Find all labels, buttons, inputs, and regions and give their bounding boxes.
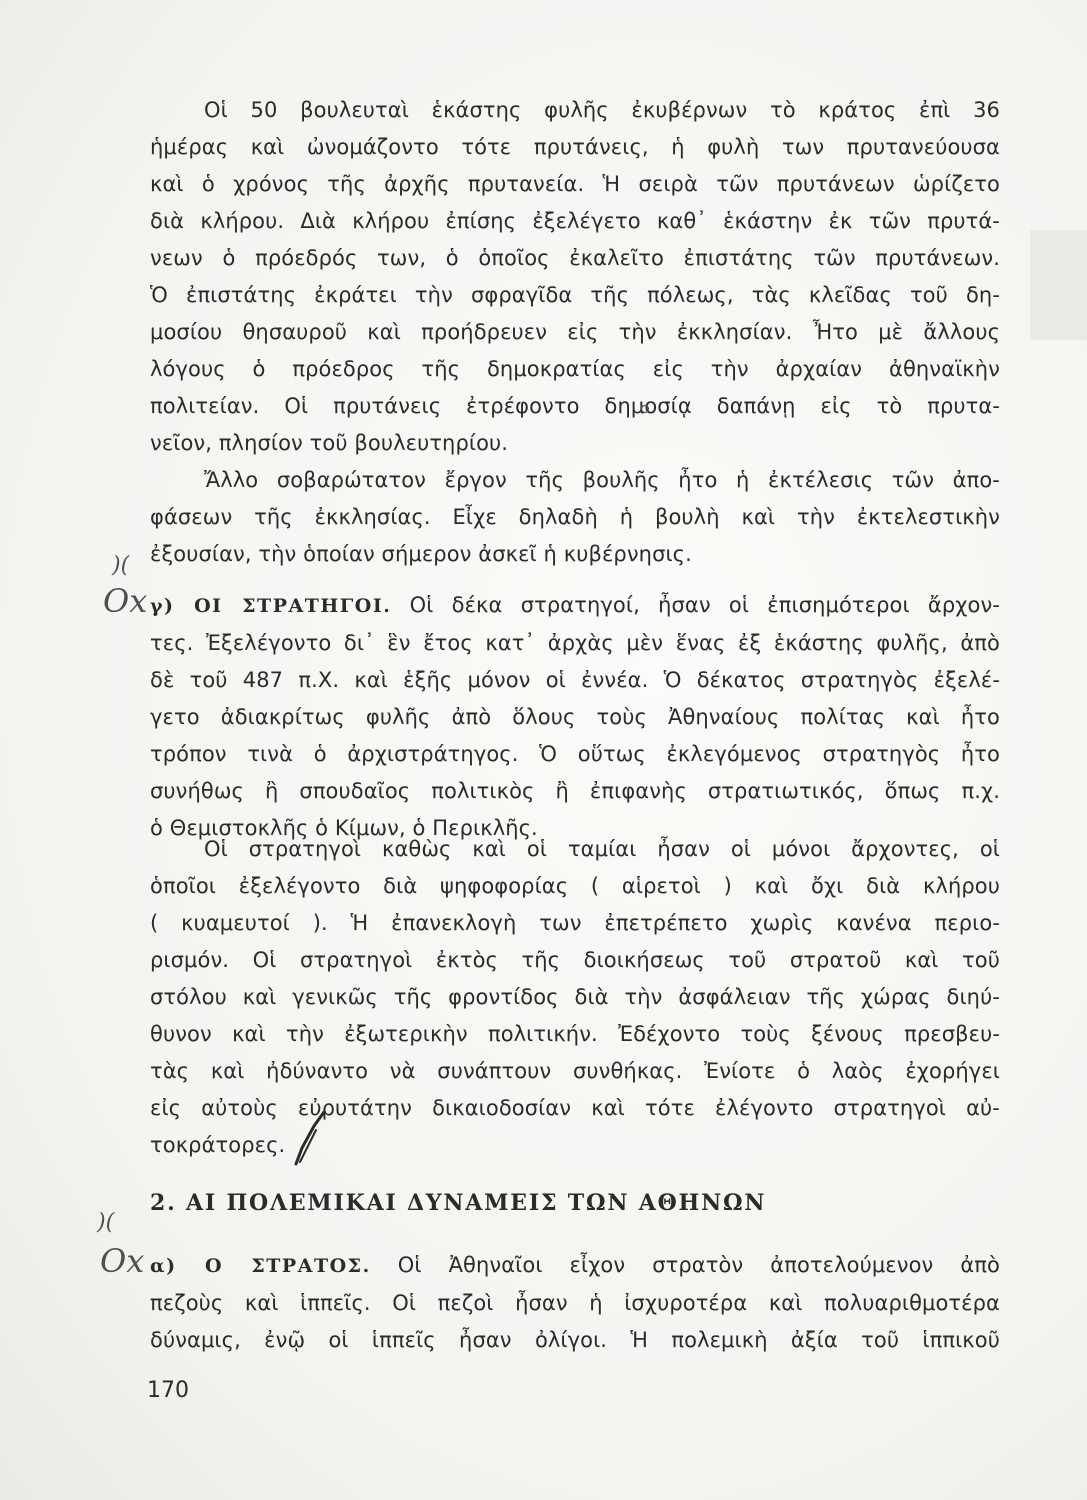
text-line: ὁποῖοι ἐξελέγοντο διὰ ψηφοφορίας ( αἱρετοὶ ) καὶ ὄχι διὰ κλήρου	[150, 874, 1000, 898]
text-line: δύναμις, ἐνῷ οἱ ἱππεῖς ἦσαν ὀλίγοι. Ἡ πολεμικὴ ἀξία τοῦ ἱππικοῦ	[150, 1328, 1000, 1352]
pen-slash-mark	[290, 1108, 330, 1168]
text-line: Ὁ ἐπιστάτης ἐκράτει τὴν σφραγῖδα τῆς πόλεως, τὰς κλεῖδας τοῦ δη-	[150, 283, 1000, 307]
text-line: μοσίου θησαυροῦ καὶ προήδρευεν εἰς τὴν ἐκκλησίαν. Ἦτο μὲ ἄλλους	[150, 320, 1000, 344]
text-line: Ἄλλο σοβαρώτατον ἔργον τῆς βουλῆς ἦτο ἡ ἐκτέλεσις τῶν ἀπο-	[204, 468, 1000, 492]
text-line: ( κυαμευτοί ). Ἡ ἐπανεκλογὴ των ἐπετρέπετο χωρὶς κανένα περιο-	[150, 911, 1000, 935]
text-line: θυνον καὶ τὴν ἐξωτερικὴν πολιτικήν. Ἐδέχοντο τοὺς ξένους πρεσβευ-	[150, 1022, 1000, 1046]
text-fragment: Οἱ Ἀθηναῖοι εἶχον στρατὸν ἀποτελούμενον ἀπὸ	[397, 1253, 1000, 1277]
text-line: Οἱ στρατηγοὶ καθὼς καὶ οἱ ταμίαι ἦσαν οἱ μόνοι ἄρχοντες, οἱ	[204, 837, 1000, 861]
page-number: 170	[147, 1378, 189, 1403]
paragraph-execution	[150, 462, 1000, 573]
text-line: τες. Ἐξελέγοντο δι᾽ ἓν ἔτος κατ᾽ ἀρχὰς μὲν ἕνας ἐξ ἑκάστης φυλῆς, ἀπὸ	[150, 631, 1000, 655]
handwritten-mark-top: )(	[112, 553, 130, 578]
text-line: πεζοὺς καὶ ἱππεῖς. Οἱ πεζοὶ ἦσαν ἡ ἰσχυροτέρα καὶ πολυαριθμοτέρα	[150, 1291, 1000, 1315]
text-line: εἰς αὐτοὺς εὐρυτάτην δικαιοδοσίαν καὶ τότε ἐλέγοντο στρατηγοὶ αὐ-	[150, 1096, 1000, 1120]
text-line: Οἱ 50 βουλευταὶ ἑκάστης φυλῆς ἐκυβέρνων τὸ κράτος ἐπὶ 36	[204, 98, 1000, 122]
text-line: καὶ ὁ χρόνος τῆς ἀρχῆς πρυτανεία. Ἡ σειρὰ τῶν πρυτάνεων ὡρίζετο	[150, 172, 1000, 196]
text-line	[150, 1247, 1000, 1285]
text-line: γετο ἀδιακρίτως φυλῆς ἀπὸ ὅλους τοὺς Ἀθηναίους πολίτας καὶ ἦτο	[150, 705, 1000, 729]
text-line: τοκράτορες.	[150, 1133, 286, 1157]
text-line	[150, 587, 1000, 625]
text-line: συνήθως ἢ σπουδαῖος πολιτικὸς ἢ ἐπιφανὴς στρατιωτικός, ὅπως π.χ.	[150, 779, 1000, 803]
text-line: πολιτείαν. Οἱ πρυτάνεις ἐτρέφοντο δημοσίᾳ δαπάνῃ εἰς τὸ πρυτα-	[150, 394, 1000, 418]
paragraph-stratos	[150, 1247, 1000, 1359]
handwritten-mark-top: )(	[97, 1210, 115, 1235]
text-line: τὰς καὶ ἠδύναντο νὰ συνάπτουν συνθήκας. Ἐνίοτε ὁ λαὸς ἐχορήγει	[150, 1059, 1000, 1083]
text-line: νεῖον, πλησίον τοῦ βουλευτηρίου.	[150, 431, 509, 455]
text-line: ἡμέρας καὶ ὠνομάζοντο τότε πρυτάνεις, ἡ φυλὴ των πρυτανεύουσα	[150, 135, 1000, 159]
text-line: διὰ κλήρου. Διὰ κλήρου ἐπίσης ἐξελέγετο καθ᾽ ἑκάστην ἐκ τῶν πρυτά-	[150, 209, 1000, 233]
text-line: ἐξουσίαν, τὴν ὁποίαν σήμερον ἀσκεῖ ἡ κυβέρνησις.	[150, 542, 692, 566]
text-line: τρόπον τινὰ ὁ ἀρχιστράτηγος. Ὁ οὕτως ἐκλεγόμενος στρατηγὸς ἦτο	[150, 742, 1000, 766]
subsection-label-strategoi: γ) ΟΙ ΣΤΡΑΤΗΓΟΙ.	[150, 595, 392, 617]
section-heading: 2. ΑΙ ΠΟΛΕΜΙΚΑΙ ΔΥΝΑΜΕΙΣ ΤΩΝ ΑΘΗΝΩΝ	[150, 1190, 767, 1216]
handwritten-mark-ox: Ox	[100, 1242, 145, 1280]
text-line: δὲ τοῦ 487 π.Χ. καὶ ἑξῆς μόνον οἱ ἐννέα. Ὁ δέκατος στρατηγὸς ἐξελέ-	[150, 668, 1000, 692]
text-line: ὁ Θεμιστοκλῆς ὁ Κίμων, ὁ Περικλῆς.	[150, 816, 538, 840]
show-through-shadow	[1030, 230, 1087, 340]
paragraph-prytaneis	[150, 92, 1000, 462]
small-circle-mark	[639, 403, 651, 415]
text-line: στόλου καὶ γενικῶς τῆς φροντίδος διὰ τὴν ἀσφάλειαν τῆς χώρας διηύ-	[150, 985, 1000, 1009]
text-line: νεων ὁ πρόεδρός των, ὁ ὁποῖος ἐκαλεῖτο ἐπιστάτης τῶν πρυτάνεων.	[150, 246, 1000, 270]
paragraph-elected-officials	[150, 831, 1000, 1164]
paragraph-strategoi	[150, 587, 1000, 847]
text-line: φάσεων τῆς ἐκκλησίας. Εἶχε δηλαδὴ ἡ βουλὴ καὶ τὴν ἐκτελεστικὴν	[150, 505, 1000, 529]
handwritten-mark-ox: Ox	[103, 582, 148, 620]
subsection-label-stratos: α) Ο ΣΤΡΑΤΟΣ.	[150, 1255, 371, 1277]
text-line: ρισμόν. Οἱ στρατηγοὶ ἐκτὸς τῆς διοικήσεως τοῦ στρατοῦ καὶ τοῦ	[150, 948, 1000, 972]
text-line: λόγους ὁ πρόεδρος τῆς δημοκρατίας εἰς τὴν ἀρχαίαν ἀθηναϊκὴν	[150, 357, 1000, 381]
text-fragment: Οἱ δέκα στρατηγοί, ἦσαν οἱ ἐπισημότεροι ἄρχον-	[409, 593, 1000, 617]
